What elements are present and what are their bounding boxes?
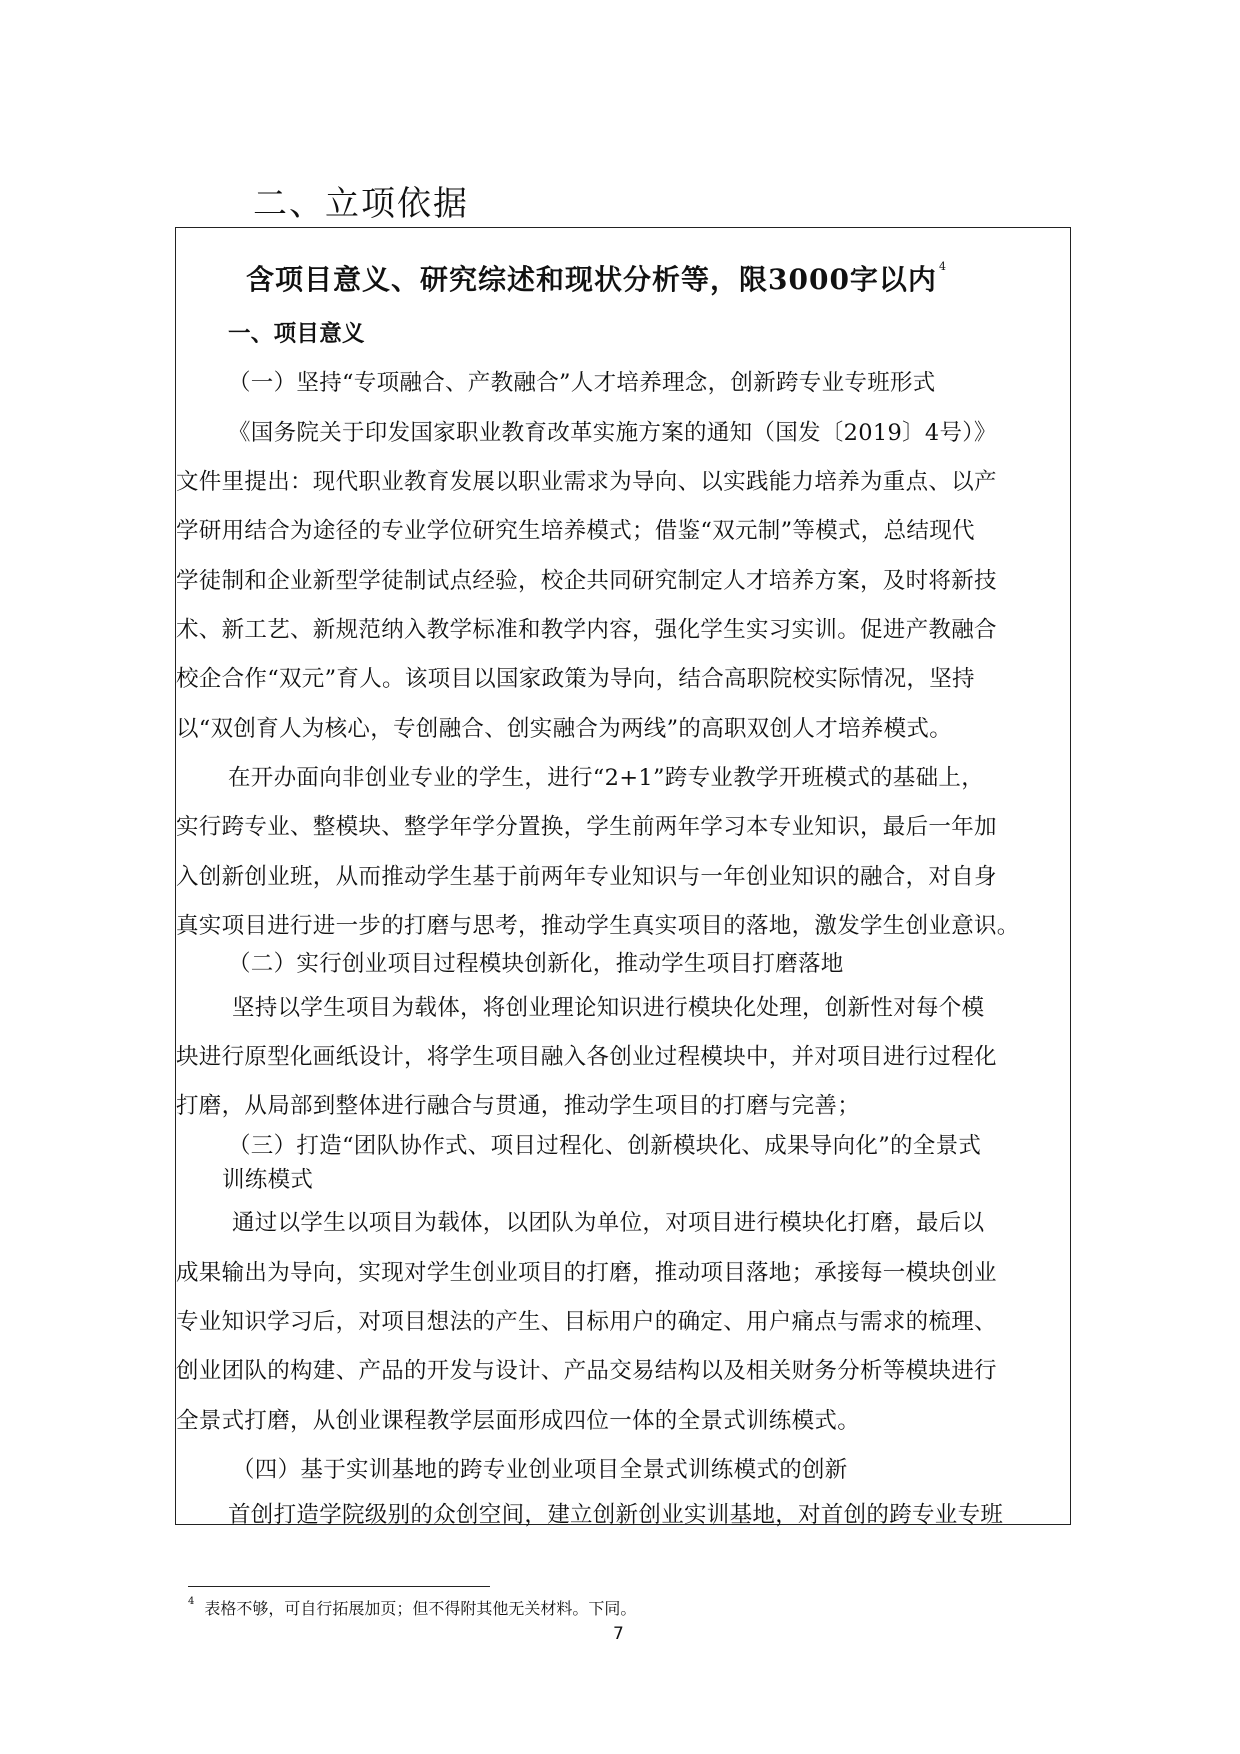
- box-title: [246, 258, 945, 298]
- footnote-number: 4: [188, 1596, 195, 1607]
- paragraph-line: 创业团队的构建、产品的开发与设计、产品交易结构以及相关财务分析等模块进行: [176, 1358, 997, 1384]
- paragraph-line: 打磨，从局部到整体进行融合与贯通，推动学生项目的打磨与完善；: [176, 1093, 861, 1119]
- section-heading: 二、立项依据: [253, 184, 469, 224]
- paragraph-line: 术、新工艺、新规范纳入教学标准和教学内容，强化学生实习实训。促进产教融合: [176, 617, 997, 643]
- paragraph-line: 以“双创育人为核心，专创融合、创实融合为两线”的高职双创人才培养模式。: [176, 716, 953, 742]
- footnote: [188, 1596, 636, 1619]
- footnote-text: 表格不够，可自行拓展加页；但不得附其他无关材料。下同。: [204, 1599, 637, 1618]
- paragraph-line: 学研用结合为途径的专业学位研究生培养模式；借鉴“双元制”等模式，总结现代: [176, 518, 975, 544]
- paragraph-line: 通过以学生以项目为载体，以团队为单位，对项目进行模块化打磨，最后以: [232, 1210, 985, 1236]
- paragraph-heading: 训练模式: [222, 1167, 314, 1193]
- paragraph-line: 专业知识学习后，对项目想法的产生、目标用户的确定、用户痛点与需求的梳理、: [176, 1309, 997, 1335]
- paragraph-heading: （四）基于实训基地的跨专业创业项目全景式训练模式的创新: [232, 1457, 848, 1483]
- paragraph-line: 首创打造学院级别的众创空间，建立创新创业实训基地，对首创的跨专业专班: [228, 1502, 1004, 1528]
- paragraph-line: 坚持以学生项目为载体，将创业理论知识进行模块化处理，创新性对每个模: [232, 995, 985, 1021]
- paragraph-line: 真实项目进行进一步的打磨与思考，推动学生真实项目的落地，激发学生创业意识。: [176, 913, 1020, 939]
- footnote-marker: 4: [938, 260, 947, 273]
- page-number: 7: [613, 1624, 624, 1644]
- paragraph-line: 入创新创业班，从而推动学生基于前两年专业知识与一年创业知识的融合，对自身: [176, 864, 997, 890]
- box-title-text: 含项目意义、研究综述和现状分析等，限3000字以内: [246, 263, 937, 296]
- paragraph-line: 校企合作“双元”育人。该项目以国家政策为导向，结合高职院校实际情况，坚持: [176, 666, 975, 692]
- paragraph-line: 块进行原型化画纸设计，将学生项目融入各创业过程模块中，并对项目进行过程化: [176, 1044, 997, 1070]
- paragraph-heading: （三）打造“团队协作式、项目过程化、创新模块化、成果导向化”的全景式: [228, 1133, 982, 1159]
- paragraph-line: 成果输出为导向，实现对学生创业项目的打磨，推动项目落地；承接每一模块创业: [176, 1260, 997, 1286]
- paragraph-line: 文件里提出：现代职业教育发展以职业需求为导向、以实践能力培养为重点、以产: [176, 469, 997, 495]
- paragraph-heading: （二）实行创业项目过程模块创新化，推动学生项目打磨落地: [228, 951, 844, 977]
- paragraph-line: 全景式打磨，从创业课程教学层面形成四位一体的全景式训练模式。: [176, 1408, 861, 1434]
- paragraph-line: 《国务院关于印发国家职业教育改革实施方案的通知（国发〔2019〕4号）》: [228, 420, 997, 446]
- subsection-heading: 一、项目意义: [228, 321, 365, 347]
- paragraph-line: 学徒制和企业新型学徒制试点经验，校企共同研究制定人才培养方案，及时将新技: [176, 568, 997, 594]
- paragraph-heading: （一）坚持“专项融合、产教融合”人才培养理念，创新跨专业专班形式: [228, 370, 936, 396]
- paragraph-line: 在开办面向非创业专业的学生，进行“2+1”跨专业教学开班模式的基础上，: [228, 765, 984, 791]
- paragraph-line: 实行跨专业、整模块、整学年学分置换，学生前两年学习本专业知识，最后一年加: [176, 814, 997, 840]
- footnote-divider: [188, 1586, 490, 1587]
